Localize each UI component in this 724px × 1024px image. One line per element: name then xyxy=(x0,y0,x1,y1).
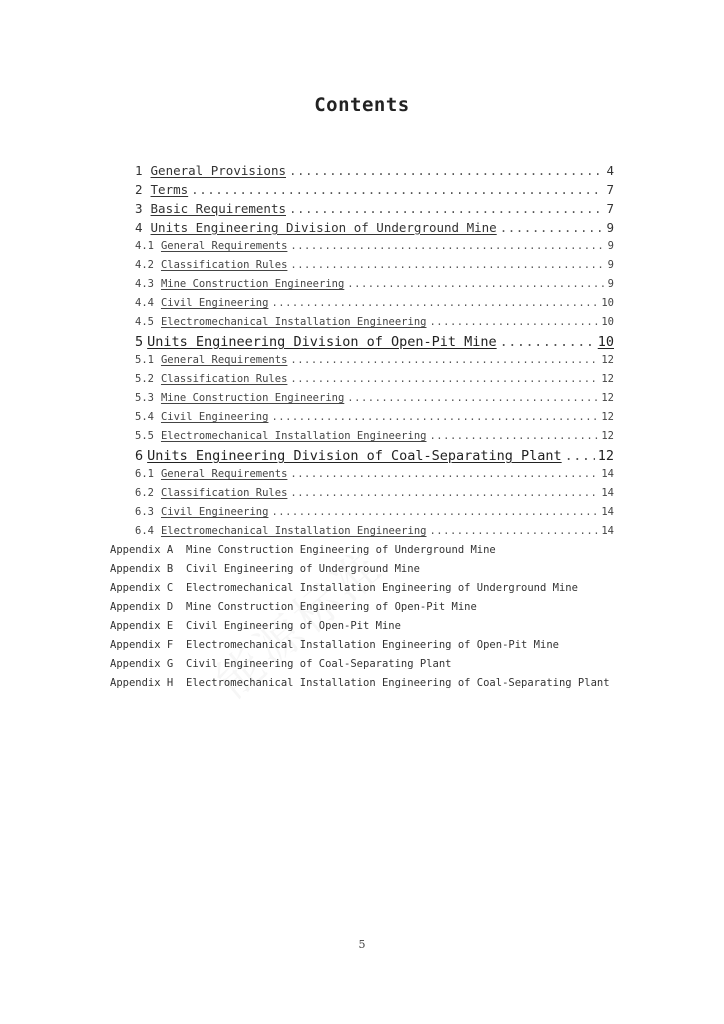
toc-entry-number: 6 xyxy=(135,448,144,464)
toc-entry[interactable] xyxy=(135,163,614,178)
toc-entry-page: 14 xyxy=(601,468,614,480)
dot-leader xyxy=(290,468,598,480)
dot-leader xyxy=(290,373,598,385)
toc-entry-title: General Requirements xyxy=(160,240,288,252)
toc-subentry[interactable] xyxy=(135,373,614,385)
toc-subentry[interactable] xyxy=(135,297,614,309)
dot-leader xyxy=(500,334,595,350)
toc-entry-title: Electromechanical Installation Engineering xyxy=(160,430,427,442)
toc-entry-label[interactable] xyxy=(135,220,497,235)
toc-subentry[interactable] xyxy=(135,392,614,404)
toc-entry-title: General Provisions xyxy=(150,163,286,178)
toc-entry[interactable] xyxy=(135,182,614,197)
toc-subentry[interactable] xyxy=(135,278,614,290)
dot-leader xyxy=(429,430,598,442)
toc-entry-page: 9 xyxy=(607,240,614,252)
page-number: 5 xyxy=(358,938,366,951)
toc-entry-label[interactable] xyxy=(135,297,268,309)
toc-entry-number: 5.2 xyxy=(135,373,154,385)
dot-leader xyxy=(289,201,603,216)
toc-entry-number: 4.1 xyxy=(135,240,154,252)
toc-entry-title: Mine Construction Engineering xyxy=(160,278,345,290)
appendix-title: Civil Engineering of Coal-Separating Plant xyxy=(186,658,452,670)
toc-entry-label[interactable] xyxy=(135,278,344,290)
appendix-id: Appendix B xyxy=(110,563,174,575)
toc-entry-number: 5.4 xyxy=(135,411,154,423)
toc-entry-number: 6.4 xyxy=(135,525,154,537)
toc-entry-number: 2 xyxy=(135,182,143,197)
dot-leader xyxy=(290,354,598,366)
toc-entry[interactable] xyxy=(135,448,614,464)
toc-entry-number: 1 xyxy=(135,163,143,178)
toc-entry-label[interactable] xyxy=(135,373,287,385)
toc-entry-page: 12 xyxy=(597,448,614,464)
toc-entry-number: 5.1 xyxy=(135,354,154,366)
toc-entry-title: Classification Rules xyxy=(160,373,288,385)
toc-entry-page: 14 xyxy=(601,506,614,518)
toc-entry-title: Mine Construction Engineering xyxy=(160,392,345,404)
toc-entry-label[interactable] xyxy=(135,354,287,366)
toc-entry-label[interactable] xyxy=(135,448,562,464)
toc-subentry[interactable] xyxy=(135,259,614,271)
toc-entry-title: Electromechanical Installation Engineering xyxy=(160,316,427,328)
toc-entry-page: 14 xyxy=(601,525,614,537)
toc-entry-number: 6.2 xyxy=(135,487,154,499)
toc-entry-number: 4.4 xyxy=(135,297,154,309)
toc-entry-title: Civil Engineering xyxy=(160,297,269,309)
appendix-id: Appendix D xyxy=(110,601,174,613)
dot-leader xyxy=(289,163,603,178)
dot-leader xyxy=(290,259,604,271)
toc-entry-page: 10 xyxy=(601,297,614,309)
toc-entry-page: 7 xyxy=(606,201,614,216)
toc-entry-page: 12 xyxy=(601,354,614,366)
appendix-title: Mine Construction Engineering of Underground Mine xyxy=(186,544,496,556)
toc-entry-label[interactable] xyxy=(135,392,344,404)
toc-entry-page: 12 xyxy=(601,392,614,404)
toc-entry-label[interactable] xyxy=(135,506,268,518)
toc-entry-label[interactable] xyxy=(135,430,426,442)
toc-subentry[interactable] xyxy=(135,316,614,328)
toc-entry[interactable] xyxy=(135,334,614,350)
toc-entry-label[interactable] xyxy=(135,259,287,271)
toc-entry-number: 4 xyxy=(135,220,143,235)
dot-leader xyxy=(290,240,604,252)
toc-entry-page: 10 xyxy=(601,316,614,328)
toc-entry-number: 4.2 xyxy=(135,259,154,271)
toc-entry-page: 9 xyxy=(607,259,614,271)
toc-entry-title: Civil Engineering xyxy=(160,411,269,423)
dot-leader xyxy=(429,525,598,537)
toc-entry-title: General Requirements xyxy=(160,354,288,366)
toc-entry-number: 6.1 xyxy=(135,468,154,480)
toc-entry-number: 4.3 xyxy=(135,278,154,290)
appendix-title: Mine Construction Engineering of Open-Pit Mine xyxy=(186,601,477,613)
toc-subentry[interactable] xyxy=(135,487,614,499)
dot-leader xyxy=(565,448,595,464)
toc-entry-title: Basic Requirements xyxy=(150,201,286,216)
dot-leader xyxy=(290,487,598,499)
appendix-title: Electromechanical Installation Engineering of Open-Pit Mine xyxy=(186,639,559,651)
toc-subentry[interactable] xyxy=(135,525,614,537)
dot-leader xyxy=(271,506,598,518)
dot-leader xyxy=(347,392,598,404)
dot-leader xyxy=(500,220,604,235)
toc-entry[interactable] xyxy=(135,220,614,235)
toc-entry-label[interactable] xyxy=(135,487,287,499)
toc-entry-page: 12 xyxy=(601,430,614,442)
toc-entry-title: Units Engineering Division of Underground Mine xyxy=(150,220,497,235)
toc-entry-page: 9 xyxy=(606,220,614,235)
toc-entry-page: 10 xyxy=(597,334,614,350)
appendix-title: Electromechanical Installation Engineering of Coal-Separating Plant xyxy=(186,677,610,689)
toc-entry-page: 12 xyxy=(601,411,614,423)
toc-entry-page: 4 xyxy=(606,163,614,178)
appendix-entry[interactable] xyxy=(110,677,610,689)
appendix-id: Appendix G xyxy=(110,658,174,670)
toc-entry-label[interactable] xyxy=(135,201,286,216)
toc-entry-label[interactable] xyxy=(135,182,188,197)
toc-entry-page: 12 xyxy=(601,373,614,385)
toc-entry-title: Classification Rules xyxy=(160,259,288,271)
toc-entry-label[interactable] xyxy=(135,468,287,480)
toc-subentry[interactable] xyxy=(135,468,614,480)
toc-entry-page: 7 xyxy=(606,182,614,197)
toc-entry-title: Units Engineering Division of Coal-Separating Plant xyxy=(147,448,562,464)
toc-subentry[interactable] xyxy=(135,430,614,442)
dot-leader xyxy=(347,278,604,290)
toc-subentry[interactable] xyxy=(135,354,614,366)
toc-entry-number: 4.5 xyxy=(135,316,154,328)
toc-entry-title: Electromechanical Installation Engineering xyxy=(160,525,427,537)
toc-subentry[interactable] xyxy=(135,240,614,252)
dot-leader xyxy=(271,411,598,423)
page-title: Contents xyxy=(314,94,410,116)
toc-entry-label[interactable] xyxy=(135,240,287,252)
toc-entry[interactable] xyxy=(135,201,614,216)
appendix-id: Appendix C xyxy=(110,582,174,594)
appendix-id: Appendix F xyxy=(110,639,174,651)
toc-entry-number: 5 xyxy=(135,334,144,350)
toc-entry-label[interactable] xyxy=(135,411,268,423)
toc-entry-number: 6.3 xyxy=(135,506,154,518)
toc-entry-number: 3 xyxy=(135,201,143,216)
toc-entry-label[interactable] xyxy=(135,163,286,178)
appendix-id: Appendix A xyxy=(110,544,174,556)
dot-leader xyxy=(191,182,603,197)
toc-entry-label[interactable] xyxy=(135,316,426,328)
toc-entry-page: 14 xyxy=(601,487,614,499)
dot-leader xyxy=(429,316,598,328)
toc-entry-title: Units Engineering Division of Open-Pit Mine xyxy=(147,334,497,350)
toc-entry-number: 5.5 xyxy=(135,430,154,442)
appendix-title: Civil Engineering of Open-Pit Mine xyxy=(186,620,401,632)
appendix-title: Civil Engineering of Underground Mine xyxy=(186,563,420,575)
toc-entry-label[interactable] xyxy=(135,525,426,537)
toc-entry-page: 9 xyxy=(607,278,614,290)
dot-leader xyxy=(271,297,598,309)
toc-entry-number: 5.3 xyxy=(135,392,154,404)
appendix-entry[interactable] xyxy=(110,639,559,651)
appendix-title: Electromechanical Installation Engineering of Underground Mine xyxy=(186,582,578,594)
appendix-id: Appendix H xyxy=(110,677,174,689)
toc-entry-title: General Requirements xyxy=(160,468,288,480)
toc-entry-title: Civil Engineering xyxy=(160,506,269,518)
toc-subentry[interactable] xyxy=(135,411,614,423)
toc-entry-label[interactable] xyxy=(135,334,497,350)
appendix-id: Appendix E xyxy=(110,620,174,632)
toc-subentry[interactable] xyxy=(135,506,614,518)
toc-entry-title: Classification Rules xyxy=(160,487,288,499)
appendix-entry[interactable] xyxy=(110,544,496,556)
toc-entry-title: Terms xyxy=(150,182,189,197)
